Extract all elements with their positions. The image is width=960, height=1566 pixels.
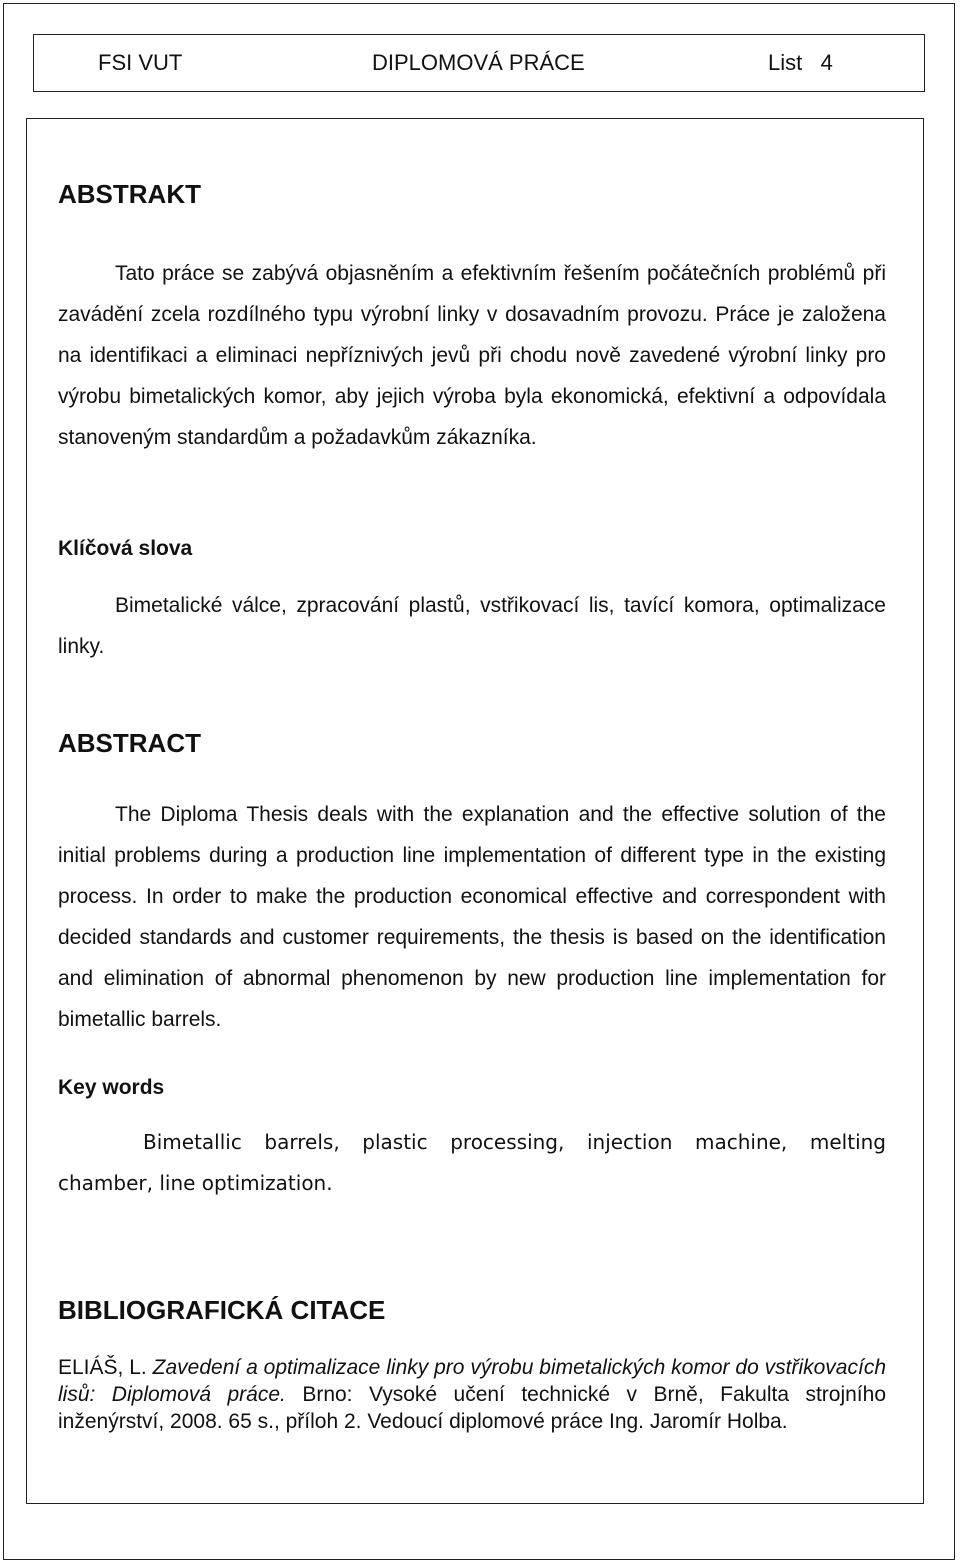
page-header — [33, 34, 925, 92]
key-words-text: Bimetallic barrels, plastic processing, injection machine, melting chamber, line optimization. — [58, 1130, 886, 1195]
abstrakt-heading: ABSTRAKT — [58, 179, 201, 209]
citation-details: Brno: Vysoké učení technické v Brně, Fakulta strojního inženýrství, 2008. 65 s., příloh 2. Vedoucí diplomové práce Ing. Jaromír Holba. — [58, 1383, 886, 1433]
header-school: FSI VUT — [98, 50, 183, 75]
abstract-heading: ABSTRACT — [58, 728, 201, 758]
klicova-slova-heading: Klíčová slova — [58, 537, 193, 560]
content-frame — [26, 118, 924, 1504]
citation-text — [58, 1354, 886, 1435]
abstract-text: The Diploma Thesis deals with the explanation and the effective solution of the initial problems during a production line implementation of different type in the existing process. In order to make the production economical effective and correspondent with decided standards and customer requirements, the thesis is based on the identification and elimination of abnormal phenomenon by new production line implementation for bimetallic barrels. — [58, 803, 886, 1031]
abstrakt-text: Tato práce se zabývá objasněním a efektivním řešením počátečních problémů při zavádění zcela rozdílného typu výrobní linky v dosavadním provozu. Práce je založena na identifikaci a eliminaci nepříznivých jevů při chodu nově zavedené výrobní linky pro výrobu bimetalických komor, aby jejich výroba byla ekonomická, efektivní a odpovídala stanoveným standardům a požadavkům zákazníka. — [58, 262, 886, 449]
citation-author: ELIÁŠ, L. — [58, 1356, 147, 1379]
citation-work-title: Zavedení a optimalizace linky pro výrobu bimetalických komor do vstřikovacích lisů: Diplomová práce. — [58, 1356, 886, 1406]
citation-heading: BIBLIOGRAFICKÁ CITACE — [58, 1295, 386, 1325]
header-page-number: List 4 — [768, 50, 833, 75]
header-document-type: DIPLOMOVÁ PRÁCE — [372, 50, 585, 75]
key-words-heading: Key words — [58, 1076, 165, 1099]
klicova-slova-text: Bimetalické válce, zpracování plastů, vstřikovací lis, tavící komora, optimalizace linky. — [58, 594, 886, 658]
